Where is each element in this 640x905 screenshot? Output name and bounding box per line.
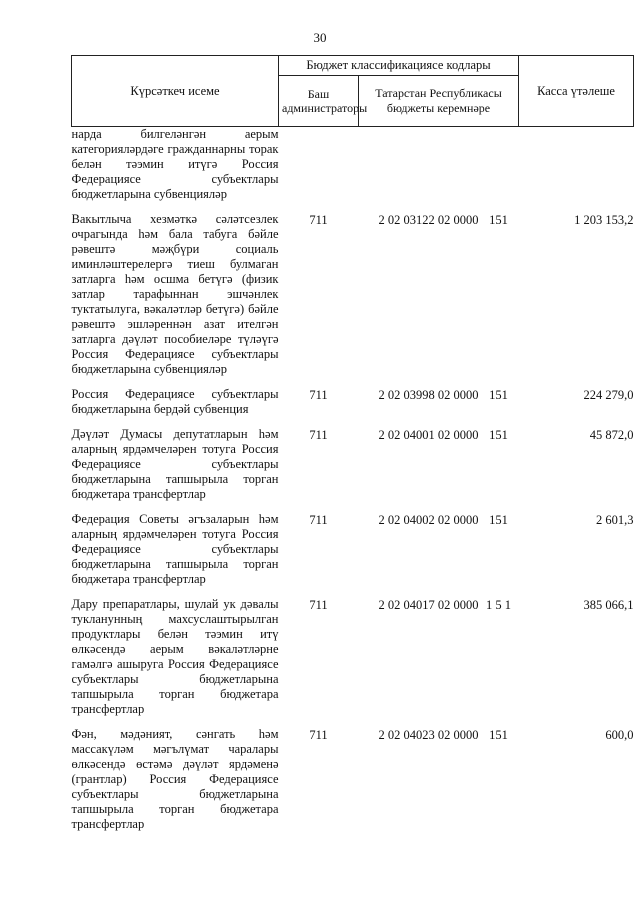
row-admin-code: 711	[309, 388, 328, 402]
header-indicator-name: Күрсәткеч исеме	[72, 56, 279, 127]
row-revenue-code: 2 02 03998 02 0000	[378, 388, 479, 402]
row-amount: 600,0	[605, 728, 634, 742]
row-name: Вакытлыча хезмәткә сәләтсезлек очрагында һәм бала табуга бәйле рәвештә мәҗбүри социаль иминләштерелергә тиеш булмаган затларга һәм осшма бетүгә (физик затлар тарафыннан эшчәнлек туктатылуга, вәкаләтләр бетүгә) бәйле рәвештә эшләреннән азат ителгән затларга дәүләт пособиеләре түләүгә Россия Федерациясе субъектлары бюджетларына субвенцияләр	[71, 212, 279, 376]
row-revenue-code: 2 02 04002 02 0000	[378, 513, 479, 527]
budget-table	[71, 55, 634, 842]
table-row	[72, 597, 634, 727]
page-number: 30	[313, 30, 327, 45]
row-revenue-code: 2 02 04023 02 0000	[378, 728, 479, 742]
table-row-continued	[72, 127, 634, 213]
table-row	[72, 512, 634, 597]
row-amount: 224 279,0	[583, 388, 634, 402]
row-subcode: 151	[489, 428, 508, 442]
row-admin-code: 711	[309, 428, 328, 442]
table-row	[72, 212, 634, 387]
row-subcode: 151	[489, 728, 508, 742]
row-subcode: 151	[489, 388, 508, 402]
row-name: Фән, мәдәният, сәнгать һәм массакүләм мәгълүмат чаралары өлкәсендә өстәмә дәүләт ярдәменә (грантлар) Россия Федерациясе субъектлары бюджетларына тапшырыла торган бюджетара трансфертлар	[71, 727, 279, 831]
row-admin-code: 711	[309, 598, 328, 612]
row-amount: 385 066,1	[583, 598, 634, 612]
row-admin-code: 711	[309, 213, 328, 227]
header-revenue: Татарстан Республикасы бюджеты керемнәре	[359, 76, 519, 127]
row-subcode: 1 5 1	[486, 598, 511, 612]
row-revenue-code: 2 02 04001 02 0000	[378, 428, 479, 442]
row-name: Россия Федерациясе субъектлары бюджетларына бердәй субвенция	[71, 387, 279, 416]
header-chief-administrator: Баш администраторы	[279, 76, 359, 127]
row-name: Федерация Советы әгъзаларын һәм аларның ярдәмчеләрен тотуга Россия Федерациясе субъектлары бюджетларына тапшырыла торган бюджетара трансфертлар	[71, 512, 279, 586]
table-row	[72, 387, 634, 427]
row-amount: 2 601,3	[596, 513, 634, 527]
row-admin-code: 711	[309, 513, 328, 527]
row-subcode: 151	[489, 513, 508, 527]
row-name: нарда билгеләнгән аерым категорияләрдәге гражданнарны торак белән тәэмин итүгә Россия Федерациясе субъектлары бюджетларына субвенцияләр	[71, 127, 279, 201]
row-name: Дару препаратлары, шулай ук дәвалы тукланунның махсуслаштырылган продуктлары белән тәэмин итү өлкәсендә аерым вәкаләтләрне гамәлгә ашыруга Россия Федерациясе субъектлары бюджетларына тапшырыла торган бюджетара трансфертлар	[71, 597, 279, 716]
row-name: Дәүләт Думасы депутатларын һәм аларның ярдәмчеләрен тотуга Россия Федерациясе субъектлары бюджетларына тапшырыла торган бюджетара трансфертлар	[71, 427, 279, 501]
header-budget-codes: Бюджет классификациясе кодлары	[279, 56, 519, 76]
row-amount: 45 872,0	[589, 428, 634, 442]
row-amount: 1 203 153,2	[574, 213, 634, 227]
row-admin-code: 711	[309, 728, 328, 742]
table-row	[72, 427, 634, 512]
row-subcode: 151	[489, 213, 508, 227]
table-header	[72, 56, 634, 127]
table-row	[72, 727, 634, 842]
row-revenue-code: 2 02 04017 02 0000	[378, 598, 479, 612]
row-revenue-code: 2 02 03122 02 0000	[378, 213, 479, 227]
header-cash-execution: Касса үтәлеше	[519, 56, 634, 127]
